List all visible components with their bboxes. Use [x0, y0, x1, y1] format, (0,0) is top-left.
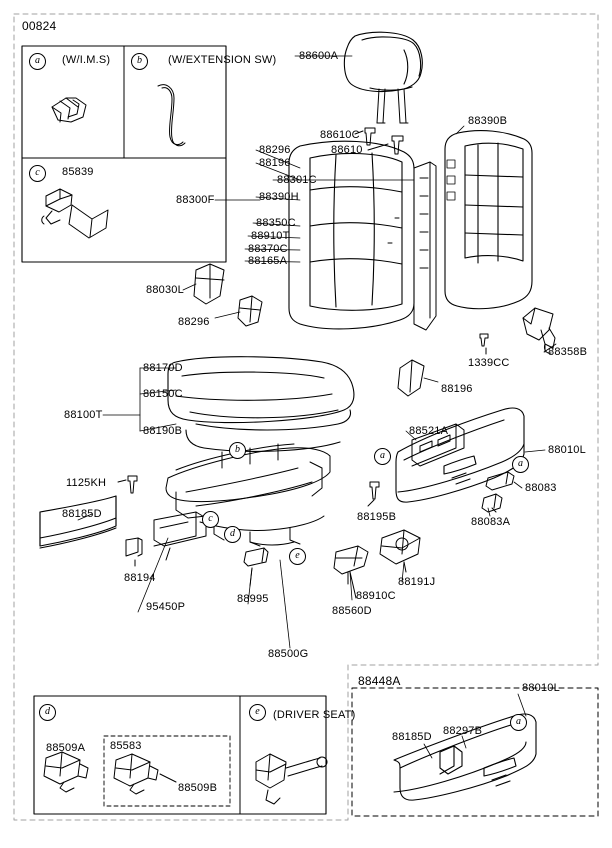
bullet-b-legend: b: [131, 53, 148, 70]
diagram-title: 00824: [22, 19, 57, 33]
callout-95450P: 95450P: [146, 601, 186, 613]
callout-88910C: 88910C: [356, 590, 396, 602]
callout-88509A: 88509A: [46, 742, 86, 754]
callout-88350C: 88350C: [256, 217, 296, 229]
callout-88509B: 88509B: [178, 782, 218, 794]
callout-88560D: 88560D: [332, 605, 372, 617]
callout-88910T: 88910T: [251, 230, 290, 242]
bullet-e-cable: e: [289, 548, 306, 565]
callout-88010L: 88010L: [548, 444, 586, 456]
callout-00824: (W/EXTENSION SW): [168, 54, 277, 66]
callout-88196-top: 88196: [259, 157, 291, 169]
callout-88610C: 88610C: [320, 129, 360, 141]
bullet-c-legend: c: [29, 165, 46, 182]
callout-88300F: 88300F: [176, 194, 215, 206]
extension-sw-title: 88448A: [358, 674, 401, 688]
callout-88196-mid: 88196: [441, 383, 473, 395]
callout-1339CC: 1339CC: [468, 357, 510, 369]
callout-88296-mid: 88296: [178, 316, 210, 328]
callout-88610: 88610: [331, 144, 363, 156]
callout-88030L: 88030L: [146, 284, 184, 296]
callout-88297B: 88297B: [443, 725, 483, 737]
callout-88296-top: 88296: [259, 144, 291, 156]
bullet-d-legend: d: [39, 704, 56, 721]
bullet-a-extension: a: [510, 714, 527, 731]
ims-note: 85583: [110, 740, 142, 752]
callout-88448A: (DRIVER SEAT): [273, 709, 356, 721]
callout-85839: (W/I.M.S): [62, 54, 111, 66]
callout-88165A: 88165A: [248, 255, 288, 267]
callout-88600A: 88600A: [299, 50, 339, 62]
callout-88190B: 88190B: [143, 425, 183, 437]
bullet-c-module: c: [202, 511, 219, 528]
callout-88390B: 88390B: [468, 115, 508, 127]
bullet-e-legend: e: [249, 704, 266, 721]
callout-88301C: 88301C: [277, 174, 317, 186]
callout-88194: 88194: [124, 572, 156, 584]
callout-88150C: 88150C: [143, 388, 183, 400]
callout-88390H: 88390H: [259, 191, 299, 203]
bullet-a-legend: a: [29, 53, 46, 70]
callout-88010L-extension: 88010L: [522, 682, 560, 694]
callout-88191J: 88191J: [398, 576, 436, 588]
callout-88083: 88083: [525, 482, 557, 494]
bullet-a-bolt: a: [374, 448, 391, 465]
callout-88995: 88995: [237, 593, 269, 605]
callout-88370C: 88370C: [248, 243, 288, 255]
bullet-a-switch: a: [512, 456, 529, 473]
callout-88521A: 88521A: [409, 425, 449, 437]
callout-88170D: 88170D: [143, 362, 183, 374]
bullet-b-track: b: [229, 442, 246, 459]
bullet-d-motor: d: [224, 526, 241, 543]
callout-88358B: 88358B: [548, 346, 588, 358]
callout-88185D-extension: 88185D: [392, 731, 432, 743]
callout-88500G: 88500G: [268, 648, 309, 660]
callout-88195B: 88195B: [357, 511, 397, 523]
callout-88100T: 88100T: [64, 409, 103, 421]
callout-1125KH: 1125KH: [66, 477, 107, 489]
callout-88185D: 88185D: [62, 508, 102, 520]
callout-85583: 85839: [62, 166, 94, 178]
callout-88083A: 88083A: [471, 516, 511, 528]
